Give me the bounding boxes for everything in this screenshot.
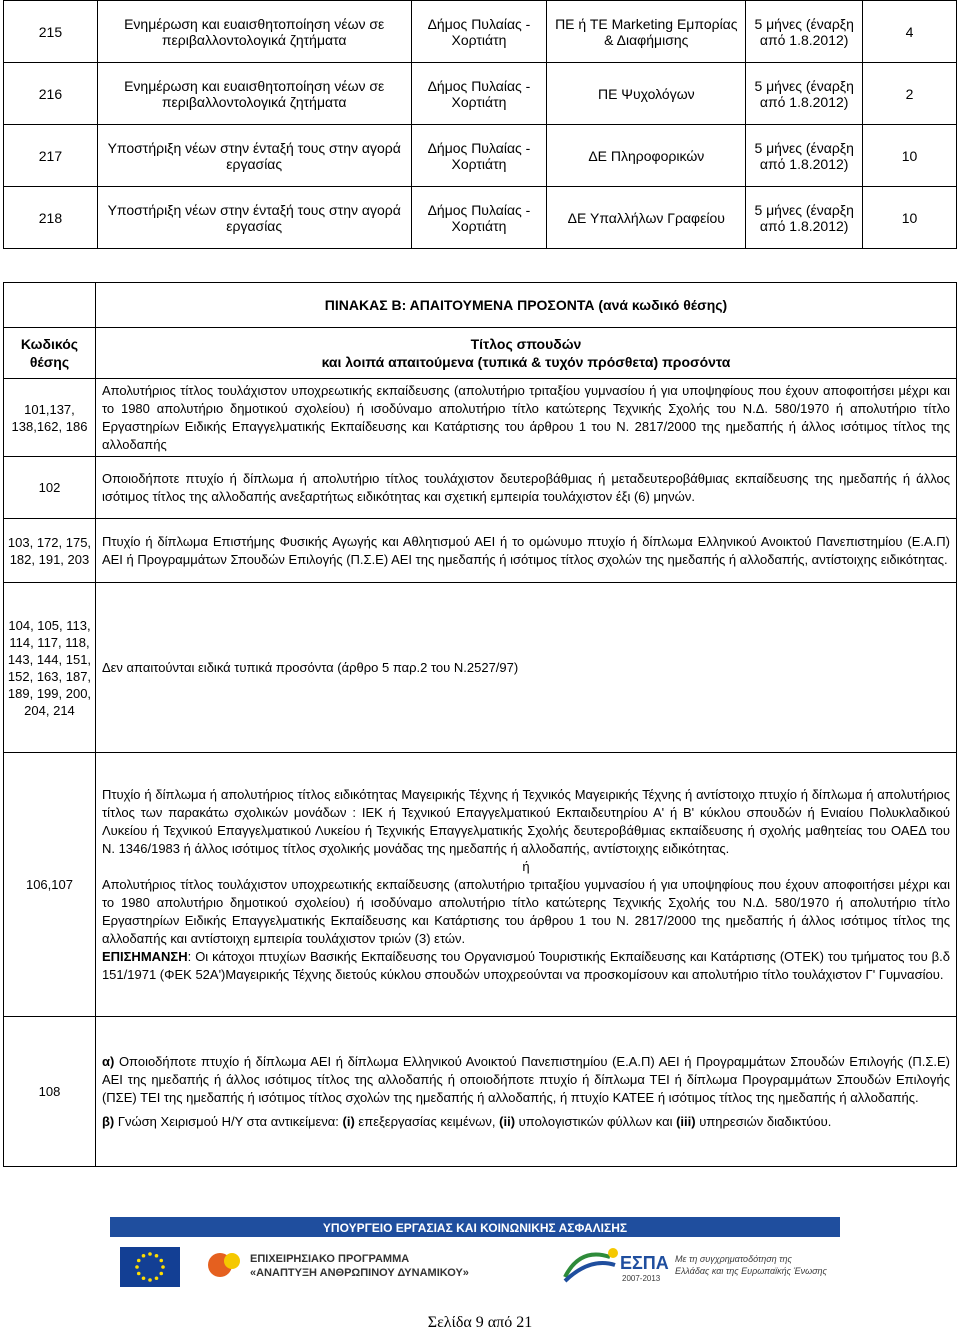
- table-title-cell: [4, 283, 96, 328]
- espa-text: ΕΣΠΑ: [620, 1253, 669, 1273]
- specialty: ΔΕ Πληροφορικών: [547, 125, 746, 187]
- requirements: [95, 1017, 956, 1167]
- item-text: υπολογιστικών φύλλων και: [515, 1113, 677, 1129]
- requirement-b: [102, 1113, 950, 1131]
- duration: 5 μήνες (έναρξη από 1.8.2012): [746, 187, 863, 249]
- project-title: Ενημέρωση και ευαισθητοποίηση νέων σε περιβαλλοντολογικά ζητήματα: [97, 1, 411, 63]
- table-row: [4, 125, 957, 187]
- program-line-1: ΕΠΙΧΕΙΡΗΣΙΑΚΟ ΠΡΟΓΡΑΜΜΑ: [250, 1253, 410, 1265]
- note-paragraph: [102, 948, 950, 984]
- positions-count: 4: [863, 1, 957, 63]
- eu-star-icon: [137, 1259, 141, 1263]
- or-separator: ή: [522, 858, 530, 874]
- funding-slogan: Με τη συγχρηματοδότηση της Ελλάδας και της Ευρωπαϊκής Ένωσης: [675, 1254, 827, 1276]
- ministry-name: ΥΠΟΥΡΓΕΙΟ ΕΡΓΑΣΙΑΣ ΚΑΙ ΚΟΙΝΩΝΙΚΗΣ ΑΣΦΑΛΙΣΗΣ: [322, 1221, 628, 1235]
- table-row: [4, 379, 957, 457]
- specialty: ΠΕ Ψυχολόγων: [547, 63, 746, 125]
- project-title: Υποστήριξη νέων στην ένταξή τους στην αγορά εργασίας: [97, 187, 411, 249]
- table-row: [4, 457, 957, 519]
- eu-star-icon: [159, 1259, 163, 1263]
- eu-star-icon: [137, 1272, 141, 1276]
- program-line-2: «ΑΝΑΠΤΥΞΗ ΑΝΘΡΩΠΙΝΟΥ ΔΥΝΑΜΙΚΟΥ»: [250, 1267, 469, 1279]
- project-title: Υποστήριξη νέων στην ένταξή τους στην αγορά εργασίας: [97, 125, 411, 187]
- table-header-row: [4, 328, 957, 379]
- positions-count: 2: [863, 63, 957, 125]
- duration: 5 μήνες (έναρξη από 1.8.2012): [746, 1, 863, 63]
- position-codes: 103, 172, 175, 182, 191, 203: [4, 519, 96, 583]
- table-row: [4, 187, 957, 249]
- project-title: Ενημέρωση και ευαισθητοποίηση νέων σε περιβαλλοντολογικά ζητήματα: [97, 63, 411, 125]
- eu-star-icon: [135, 1265, 139, 1269]
- column-header-code: Κωδικός θέσης: [4, 328, 96, 379]
- specialty: ΔΕ Υπαλλήλων Γραφείου: [547, 187, 746, 249]
- page-number: Σελίδα 9 από 21: [427, 1314, 533, 1331]
- item-text: Γνώση Χειρισμού Η/Υ στα αντικείμενα:: [117, 1113, 343, 1129]
- column-header-title: [95, 328, 956, 379]
- body-name: Δήμος Πυλαίας - Χορτιάτη: [411, 1, 547, 63]
- duration: 5 μήνες (έναρξη από 1.8.2012): [746, 125, 863, 187]
- funding-logos: [110, 1217, 840, 1305]
- eu-star-icon: [142, 1276, 146, 1280]
- table-row: [4, 583, 957, 753]
- item-text: επεξεργασίας κειμένων,: [354, 1113, 500, 1129]
- table-row: [4, 1, 957, 63]
- requirement-paragraph: Πτυχίο ή δίπλωμα ή απολυτήριος τίτλος ειδικότητας Μαγειρικής Τέχνης ή Τεχνικός Μαγειρικής Τέχνης ή αντίστοιχο πτυχίο ή δίπλωμα ή απολυτήριος τίτλος των παρακάτω σχολικών μονάδων : ΙΕΚ ή Τεχνικού Επαγγελματικού Εκπαιδευτηρίου Α' ή Β' κύκλου σπουδών ή Ενιαίου Πολυκλαδικού Λυκείου ή Τεχνικού Επαγγελματικού Λυκείου ή Τεχνικής Επαγγελματικής Σχολής δευτεροβάθμιας εκπαίδευσης ή σχολής μαθητείας του ΟΑΕΔ του Ν. 1346/1983 ή άλλος ισότιμος τίτλος σχολικής μονάδας της ημεδαπής ή αλλοδαπής, αντίστοιχης ειδικότητας.: [101, 786, 950, 856]
- eu-star-icon: [155, 1254, 159, 1258]
- positions-table: [3, 0, 957, 249]
- eu-star-icon: [148, 1278, 152, 1282]
- position-code: 216: [4, 63, 98, 125]
- eu-star-icon: [155, 1276, 159, 1280]
- position-codes: 106,107: [4, 753, 96, 1017]
- espa-years: 2007-2013: [622, 1274, 661, 1283]
- table-row: [4, 1017, 957, 1167]
- positions-count: 10: [863, 187, 957, 249]
- table-row: [4, 63, 957, 125]
- item-label: (iii): [676, 1113, 696, 1129]
- eu-star-icon: [161, 1265, 165, 1269]
- column-header-title-line1: Τίτλος σπουδών: [470, 336, 582, 352]
- table-row: [4, 519, 957, 583]
- requirement-paragraph: Απολυτήριος τίτλος τουλάχιστον υποχρεωτικής εκπαίδευσης (απολυτήριο τριταξίου γυμνασίου ή για υποψηφίους που έχουν αποφοιτήσει μέχρι και το 1980 απολυτήριο δημοτικού σχολείου) ή ισοδύναμο απολυτήριο τίτλο κατώτερης Τεχνικής Σχολής του Ν.Δ. 580/1970 ή απολυτήριο τίτλο Εργαστηρίων Ειδικής Επαγγελματικής Εκπαίδευσης και Κατάρτισης του άρθρου 1 του Ν. 2817/2000 της ημεδαπής ή άλλος ισότιμος τίτλος της αλλοδαπής και αντίστοιχη εμπειρία τουλάχιστον τριών (3) ετών.: [101, 876, 950, 946]
- position-codes: 108: [4, 1017, 96, 1167]
- column-header-title-line2: και λοιπά απαιτούμενα (τυπικά & τυχόν πρόσθετα) προσόντα: [321, 354, 731, 370]
- body-name: Δήμος Πυλαίας - Χορτιάτη: [411, 63, 547, 125]
- note-text: : Οι κάτοχοι πτυχίων Βασικής Εκπαίδευσης του Οργανισμού Τουριστικής Εκπαίδευσης και Κατάρτισης (ΟΤΕΚ) του τμήματος του β.δ 151/1971 (ΦΕΚ 52Α')Μαγειρικής Τέχνης διετούς κύκλου σπουδών υποχρεούνται να προσκομίσουν και απολυτήριο τίτλο τουλάχιστον Γ' Γυμνασίου.: [101, 948, 950, 982]
- body-name: Δήμος Πυλαίας - Χορτιάτη: [411, 125, 547, 187]
- requirements: Δεν απαιτούνται ειδικά τυπικά προσόντα (άρθρο 5 παρ.2 του Ν.2527/97): [95, 583, 956, 753]
- item-label: (ii): [499, 1113, 516, 1129]
- item-label: α): [101, 1053, 115, 1069]
- qualifications-table: [3, 282, 957, 1167]
- requirements: Πτυχίο ή δίπλωμα Επιστήμης Φυσικής Αγωγής και Αθλητισμού ΑΕΙ ή το ομώνυμο πτυχίο ή δίπλωμα Ελληνικού Ανοικτού Πανεπιστημίου (Ε.Α.Π) ΑΕΙ ή Προγραμμάτων Σπουδών Επιλογής (Π.Σ.Ε) ΑΕΙ της ημεδαπής ή ισότιμος τίτλος σχολών της ημεδαπής ή αλλοδαπής, αντίστοιχης ειδικότητας.: [95, 519, 956, 583]
- item-text: Οποιοδήποτε πτυχίο ή δίπλωμα ΑΕΙ ή δίπλωμα Ελληνικού Ανοικτού Πανεπιστημίου (Ε.Α.Π) ΑΕΙ ή Προγραμμάτων Σπουδών Επιλογής (Π.Σ.Ε) ΑΕΙ της ημεδαπής ή άλλος ισότιμος τίτλος της αλλοδαπής ή οποιοδήποτε πτυχίο ή δίπλωμα ΤΕΙ ή δίπλωμα Προγραμμάτων Σπουδών Επιλογής (ΠΣΕ) ΤΕΙ της ημεδαπής ή ισότιμος τίτλος σχολών της ημεδαπής ή αλλοδαπής, ή πτυχίο ΚΑΤΕΕ ή ισότιμος τίτλος της ημεδαπής ή αλλοδαπής.: [101, 1053, 950, 1105]
- body-name: Δήμος Πυλαίας - Χορτιάτη: [411, 187, 547, 249]
- item-text: υπηρεσιών διαδικτύου.: [695, 1113, 832, 1129]
- note-label: ΕΠΙΣΗΜΑΝΣΗ: [101, 948, 188, 964]
- position-codes: 101,137, 138,162, 186: [4, 379, 96, 457]
- requirements: Απολυτήριος τίτλος τουλάχιστον υποχρεωτικής εκπαίδευσης (απολυτήριο τριταξίου γυμνασίου ή για υποψηφίους που έχουν αποφοιτήσει μέχρι και το 1980 απολυτήριο δημοτικού σχολείου) ή ισοδύναμο απολυτήριο τίτλο κατώτερης Τεχνικής Σχολής του Ν.Δ. 580/1970 ή απολυτήριο τίτλο Εργαστηρίων Ειδικής Επαγγελματικής Εκπαίδευσης και Κατάρτισης του άρθρου 1 του Ν. 2817/2000 της ημεδαπής ή άλλος ισότιμος τίτλος της αλλοδαπής: [95, 379, 956, 457]
- requirement-a: [102, 1053, 950, 1107]
- table-title: ΠΙΝΑΚΑΣ Β: ΑΠΑΙΤΟΥΜΕΝΑ ΠΡΟΣΟΝΤΑ (ανά κωδικό θέσης): [95, 283, 956, 328]
- position-code: 217: [4, 125, 98, 187]
- specialty: ΠΕ ή ΤΕ Marketing Εμπορίας & Διαφήμισης: [547, 1, 746, 63]
- funding-banner: [110, 1217, 840, 1305]
- program-logo-icon: [208, 1253, 240, 1277]
- position-code: 218: [4, 187, 98, 249]
- eu-flag-icon: [120, 1247, 180, 1287]
- espa-logo-icon: [565, 1248, 618, 1281]
- item-label: β): [101, 1113, 115, 1129]
- duration: 5 μήνες (έναρξη από 1.8.2012): [746, 63, 863, 125]
- position-codes: 102: [4, 457, 96, 519]
- item-label: (i): [342, 1113, 355, 1129]
- table-row: [4, 753, 957, 1017]
- positions-count: 10: [863, 125, 957, 187]
- requirements: Οποιοδήποτε πτυχίο ή δίπλωμα ή απολυτήριο τίτλος τουλάχιστον δευτεροβάθμιας ή μεταδευτεροβάθμιας εκπαίδευσης της ημεδαπής ή άλλος ισότιμος τίτλος της αλλοδαπής ανεξαρτήτως ειδικότητας και σχετική εμπειρία τουλάχιστον έξι (6) μηνών.: [95, 457, 956, 519]
- eu-star-icon: [159, 1272, 163, 1276]
- eu-star-icon: [142, 1254, 146, 1258]
- eu-star-icon: [148, 1252, 152, 1256]
- position-code: 215: [4, 1, 98, 63]
- position-codes: 104, 105, 113, 114, 117, 118, 143, 144, 151, 152, 163, 187, 189, 199, 200, 204, 214: [4, 583, 96, 753]
- requirements: [95, 753, 956, 1017]
